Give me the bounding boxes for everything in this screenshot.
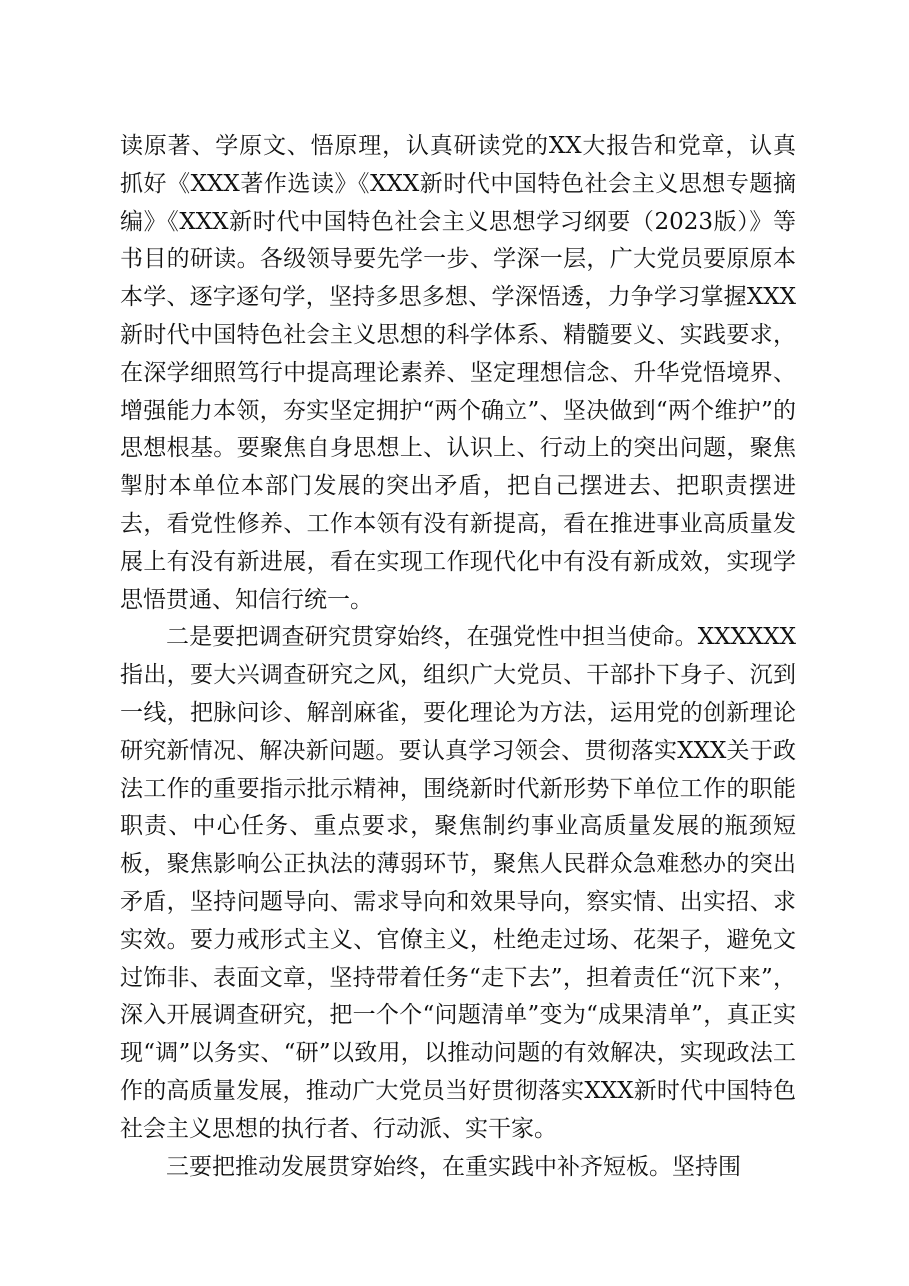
- paragraph-3: 三要把推动发展贯穿始终，在重实践中补齐短板。坚持围: [166, 1153, 741, 1180]
- paragraph-2: 二是要把调查研究贯穿始终，在强党性中担当使命。XXXXXX指出，要大兴调查研究之风，组织广大党员、干部扑下身子、沉到一线，把脉问诊、解剖麻雀，要化理论为方法，运用党的创新理论研究新情况、解决新问题。要认真学习领会、贯彻落实XXX关于政法工作的重要指示批示精神，围绕新时代新形势下单位工作的职能职责、中心任务、重点要求，聚焦制约事业高质量发展的瓶颈短板，聚焦影响公正执法的薄弱环节，聚焦人民群众急难愁办的突出矛盾，坚持问题导向、需求导向和效果导向，察实情、出实招、求实效。要力戒形式主义、官僚主义，杜绝走过场、花架子，避免文过饰非、表面文章，坚持带着任务“走下去”，担着责任“沉下来”，深入开展调查研究，把一个个“问题清单”变为“成果清单”，真正实现“调”以务实、“研”以致用，以推动问题的有效解决，实现政法工作的高质量发展，推动广大党员当好贯彻落实XXX新时代中国特色社会主义思想的执行者、行动派、实干家。: [120, 624, 796, 1142]
- body-text: [120, 128, 796, 1186]
- paragraph-1: 读原著、学原文、悟原理，认真研读党的XX大报告和党章，认真抓好《XXX著作选读》《XXX新时代中国特色社会主义思想专题摘编》《XXX新时代中国特色社会主义思想学习纲要（2023版）》等书目的研读。各级领导要先学一步、学深一层，广大党员要原原本本学、逐字逐句学，坚持多思多想、学深悟透，力争学习掌握XXX新时代中国特色社会主义思想的科学体系、精髓要义、实践要求，在深学细照笃行中提高理论素养、坚定理想信念、升华党悟境界、增强能力本领，夯实坚定拥护“两个确立”、坚决做到“两个维护”的思想根基。要聚焦自身思想上、认识上、行动上的突出问题，聚焦掣肘本单位本部门发展的突出矛盾，把自己摆进去、把职责摆进去，看党性修养、工作本领有没有新提高，看在推进事业高质量发展上有没有新进展，看在实现工作现代化中有没有新成效，实现学思悟贯通、知信行统一。: [120, 133, 796, 613]
